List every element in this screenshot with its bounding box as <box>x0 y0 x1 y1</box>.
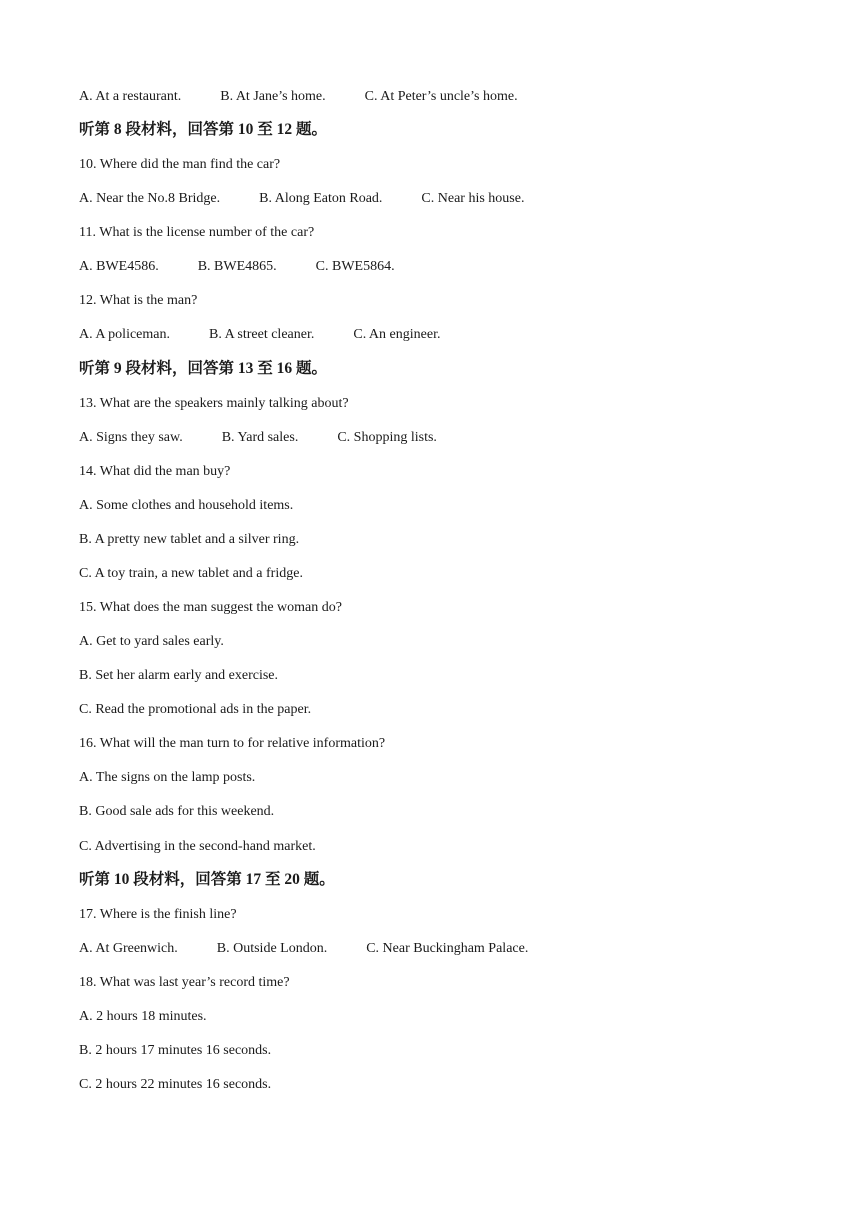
options-row <box>79 88 518 106</box>
answer-option: A. Some clothes and household items. <box>79 497 294 513</box>
question-text: 18. What was last year’s record time? <box>79 974 290 990</box>
section-heading: 听第 8 段材料，回答第 10 至 12 题。 <box>79 121 328 139</box>
answer-option: B. A pretty new tablet and a silver ring. <box>79 531 300 547</box>
answer-option: A. A policeman. <box>79 327 170 343</box>
options-row <box>79 429 437 447</box>
question-text: 16. What will the man turn to for relative information? <box>79 736 386 752</box>
options-row <box>79 258 395 276</box>
answer-option: A. BWE4586. <box>79 259 159 275</box>
answer-option: C. Read the promotional ads in the paper. <box>79 702 312 718</box>
section-heading: 听第 9 段材料，回答第 13 至 16 题。 <box>79 359 328 377</box>
answer-option: C. BWE5864. <box>315 259 395 275</box>
question-text: 11. What is the license number of the car? <box>79 225 315 241</box>
question-text: 14. What did the man buy? <box>79 463 231 479</box>
answer-option: C. A toy train, a new tablet and a fridge. <box>79 565 303 581</box>
answer-option: B. Good sale ads for this weekend. <box>79 804 275 820</box>
answer-option: C. Shopping lists. <box>337 429 437 445</box>
answer-option: B. 2 hours 17 minutes 16 seconds. <box>79 1042 272 1058</box>
question-text: 13. What are the speakers mainly talking about? <box>79 395 349 411</box>
options-row <box>79 190 524 208</box>
options-row <box>79 326 440 344</box>
answer-option: A. The signs on the lamp posts. <box>79 770 256 786</box>
answer-option: A. At a restaurant. <box>79 89 182 104</box>
answer-option: C. Near his house. <box>421 191 525 207</box>
answer-option: C. An engineer. <box>353 327 441 343</box>
answer-option: B. BWE4865. <box>197 259 277 275</box>
question-text: 15. What does the man suggest the woman do? <box>79 600 342 616</box>
answer-option: B. Set her alarm early and exercise. <box>79 668 279 684</box>
answer-option: C. At Peter’s uncle’s home. <box>364 89 518 104</box>
answer-option: B. Outside London. <box>216 940 328 956</box>
answer-option: A. 2 hours 18 minutes. <box>79 1008 207 1024</box>
answer-option: B. A street cleaner. <box>209 327 315 343</box>
answer-option: C. 2 hours 22 minutes 16 seconds. <box>79 1077 272 1093</box>
question-text: 12. What is the man? <box>79 293 198 309</box>
options-row <box>79 940 528 958</box>
section-heading: 听第 10 段材料，回答第 17 至 20 题。 <box>79 870 335 888</box>
answer-option: B. Yard sales. <box>221 429 299 445</box>
answer-option: C. Advertising in the second-hand market. <box>79 838 316 854</box>
answer-option: B. Along Eaton Road. <box>259 191 383 207</box>
question-text: 10. Where did the man find the car? <box>79 157 281 173</box>
answer-option: B. At Jane’s home. <box>220 89 326 104</box>
answer-option: A. Near the No.8 Bridge. <box>79 191 221 207</box>
question-text: 17. Where is the finish line? <box>79 906 237 922</box>
answer-option: A. Signs they saw. <box>79 429 183 445</box>
answer-option: A. Get to yard sales early. <box>79 634 224 650</box>
answer-option: C. Near Buckingham Palace. <box>366 940 529 956</box>
answer-option: A. At Greenwich. <box>79 940 178 956</box>
